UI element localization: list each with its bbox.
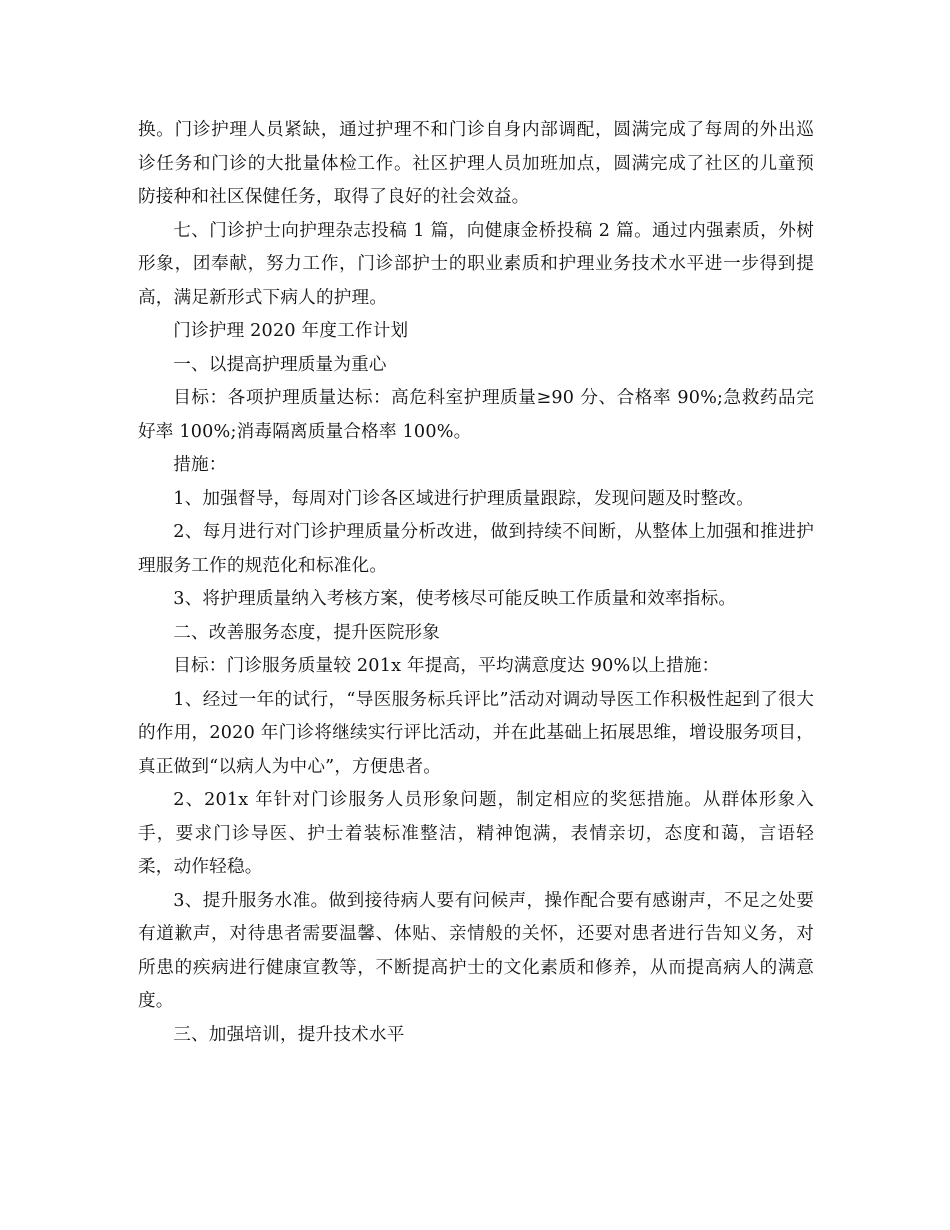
list-item-service-1: 1、经过一年的试行，“导医服务标兵评比”活动对调动导医工作积极性起到了很大的作用，2020 年门诊将继续实行评比活动，并在此基础上拓展思维，增设服务项目，真正做到“以病人为中心”，方便患者。 (138, 689, 814, 777)
list-item-measure-1: 1、加强督导，每周对门诊各区域进行护理质量跟踪，发现问题及时整改。 (173, 488, 754, 509)
paragraph-goal-one: 目标：各项护理质量达标：高危科室护理质量≥90 分、合格率 90%;急救药品完好率 100%;消毒隔离质量合格率 100%。 (138, 388, 814, 442)
section-heading-one: 一、以提高护理质量为重心 (173, 354, 387, 375)
list-item-measure-3: 3、将护理质量纳入考核方案，使考核尽可能反映工作质量和效率指标。 (173, 589, 737, 609)
plan-title: 门诊护理 2020 年度工作计划 (173, 321, 409, 341)
list-item-service-3: 3、提升服务水准。做到接待病人要有问候声，操作配合要有感谢声，不足之处要有道歉声，对待患者需要温馨、体贴、亲情般的关怀，还要对患者进行告知义务，对所患的疾病进行健康宣教等，不断提高护士的文化素质和修养，从而提高病人的满意度。 (138, 890, 814, 1011)
paragraph-section-seven: 七、门诊护士向护理杂志投稿 1 篇，向健康金桥投稿 2 篇。通过内强素质，外树形象，团奉献，努力工作，门诊部护士的职业素质和护理业务技术水平进一步得到提高，满足新形式下病人的护理。 (138, 220, 814, 308)
section-heading-two: 二、改善服务态度，提升医院形象 (173, 622, 441, 643)
document-body (138, 114, 814, 1052)
list-item-service-2: 2、201x 年针对门诊服务人员形象问题，制定相应的奖惩措施。从群体形象入手，要求门诊导医、护士着装标准整洁，精神饱满，表情亲切，态度和蔼，言语轻柔，动作轻稳。 (138, 790, 814, 877)
paragraph-continuation: 换。门诊护理人员紧缺，通过护理不和门诊自身内部调配，圆满完成了每周的外出巡诊任务和门诊的大批量体检工作。社区护理人员加班加点，圆满完成了社区的儿童预防接种和社区保健任务，取得了良好的社会效益。 (138, 120, 814, 207)
paragraph-goal-two: 目标：门诊服务质量较 201x 年提高，平均满意度达 90%以上措施： (173, 656, 720, 676)
list-item-measure-2: 2、每月进行对门诊护理质量分析改进，做到持续不间断，从整体上加强和推进护理服务工作的规范化和标准化。 (138, 522, 814, 576)
section-heading-three: 三、加强培训，提升技术水平 (173, 1024, 405, 1045)
paragraph-measures-label: 措施： (173, 455, 227, 475)
